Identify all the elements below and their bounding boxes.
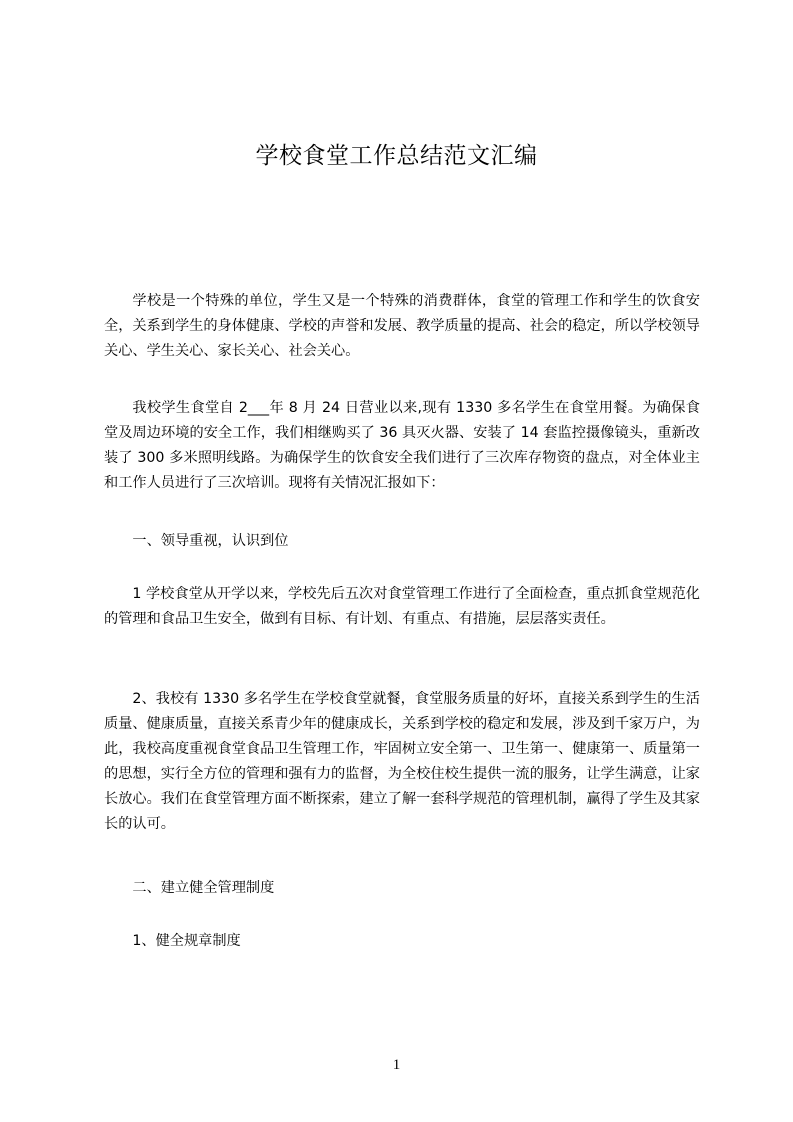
paragraph-intro: 学校是一个特殊的单位，学生又是一个特殊的消费群体，食堂的管理工作和学生的饮食安全，关系到学生的身体健康、学校的声誉和发展、教学质量的提高、社会的稳定，所以学校领导关心、学生关心、家长关心、社会关心。	[104, 293, 700, 359]
paragraph-item-2: 2、我校有 1330 多名学生在学校食堂就餐，食堂服务质量的好坏，直接关系到学生的生活质量、健康质量，直接关系青少年的健康成长，关系到学校的稳定和发展，涉及到千家万户，为此，我校高度重视食堂食品卫生管理工作，牢固树立安全第一、卫生第一、健康第一、质量第一的思想，实行全方位的管理和强有力的监督，为全校住校生提供一流的服务，让学生满意，让家长放心。我们在食堂管理方面不断探索，建立了解一套科学规范的管理机制，赢得了学生及其家长的认可。	[104, 691, 700, 832]
page-number: 1	[392, 1057, 401, 1073]
paragraph-overview: 我校学生食堂自 2___年 8 月 24 日营业以来,现有 1330 多名学生在食堂用餐。为确保食堂及周边环境的安全工作，我们相继购买了 36 具灭火器、安装了 14 套监控摄像镜头，重新改装了 300 多米照明线路。为确保学生的饮食安全我们进行了三次库存物资的盘点，对全体业主和工作人员进行了三次培训。现将有关情况汇报如下：	[104, 400, 700, 491]
subsection-heading-1: 1、健全规章制度	[132, 933, 241, 949]
document-title: 学校食堂工作总结范文汇编	[255, 143, 538, 169]
paragraph-item-1: 1 学校食堂从开学以来，学校先后五次对食堂管理工作进行了全面检查，重点抓食堂规范化的管理和食品卫生安全，做到有目标、有计划、有重点、有措施，层层落实责任。	[104, 586, 700, 627]
section-heading-2: 二、建立健全管理制度	[132, 880, 275, 896]
section-heading-1: 一、领导重视，认识到位	[132, 533, 289, 549]
